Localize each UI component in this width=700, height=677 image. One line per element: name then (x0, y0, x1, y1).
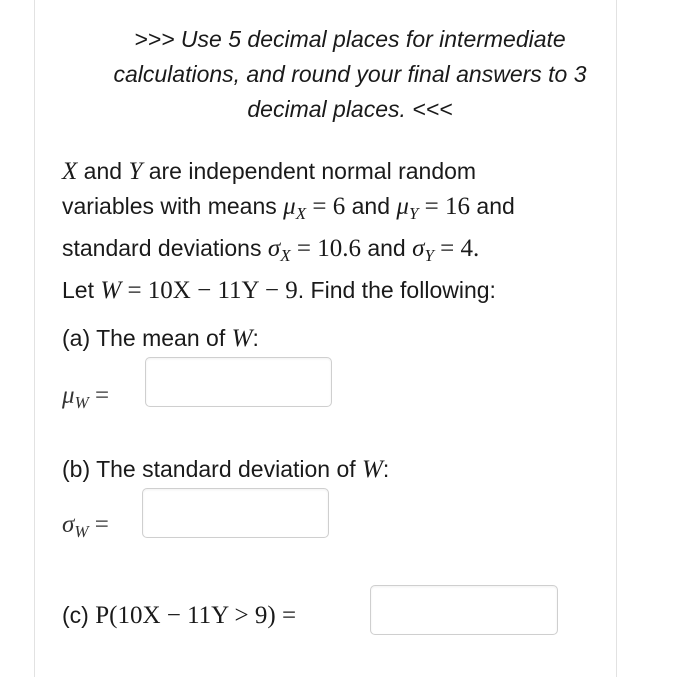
sigma-x-value: = 10.6 (290, 235, 361, 262)
problem-statement (62, 154, 622, 308)
instructions-line-1: >>> Use 5 decimal places for intermediate (134, 26, 566, 52)
sigma-symbol: σ (267, 235, 281, 262)
var-x: X (62, 158, 78, 185)
problem-line-1: X and Y are independent normal random (62, 158, 477, 185)
instructions (60, 22, 640, 127)
part-b-label: (b) The standard deviation of W: (62, 456, 390, 483)
mu-x-value: = 6 (306, 193, 346, 220)
mu-symbol: μ (283, 193, 296, 220)
part-c-label: (c) P(10X − 11Y > 9) = (62, 602, 297, 629)
probability-expression: P(10X − 11Y > 9) = (95, 602, 297, 629)
mean-w-symbol: $\mu_W$ = (62, 382, 110, 412)
problem-line-4: Let W = 10X − 11Y − 9. Find the following: (62, 277, 496, 304)
instructions-line-3: decimal places. <<< (247, 96, 453, 122)
sd-w-symbol: $\sigma_W$ = (62, 511, 109, 541)
problem-line-2: variables with means $\mu_X = 6$ and $\mu_Y = 16$ and (62, 193, 515, 223)
problem-line-3: standard deviations $\sigma_X = 10.6$ and $\sigma_Y = 4$. (62, 235, 480, 265)
mean-w-input[interactable] (145, 357, 332, 407)
sigma-y-value: = 4. (433, 235, 480, 262)
var-w: W (100, 277, 122, 304)
sd-w-input[interactable] (142, 488, 329, 538)
probability-input[interactable] (370, 585, 558, 635)
instructions-line-2: calculations, and round your final answers to 3 (113, 61, 587, 87)
mu-y-value: = 16 (418, 193, 471, 220)
var-y: Y (128, 158, 143, 185)
part-a-label: (a) The mean of W: (62, 325, 259, 352)
w-definition: = 10X − 11Y − 9 (121, 277, 298, 304)
